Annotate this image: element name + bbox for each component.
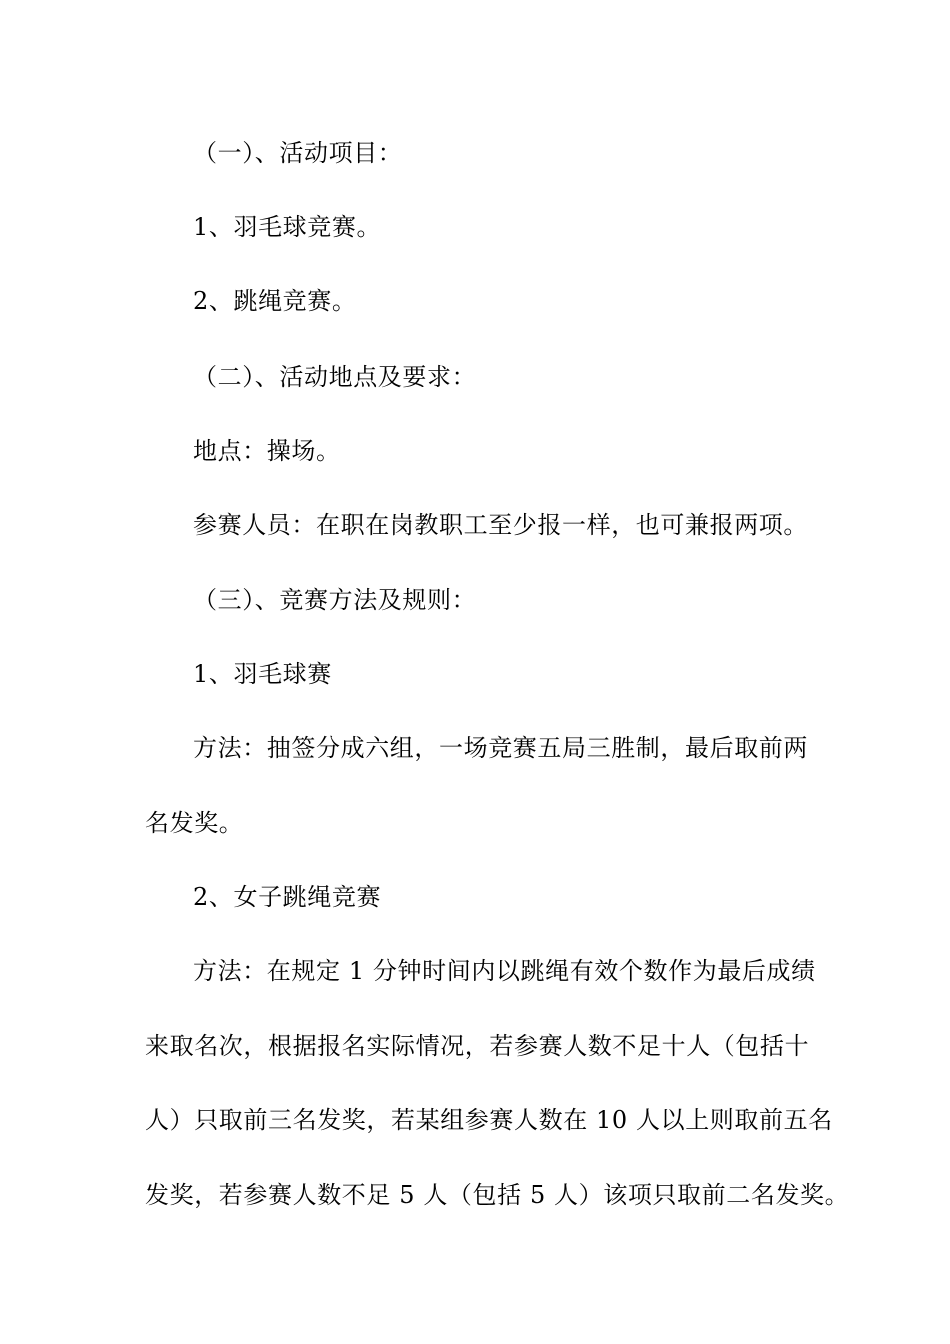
item-badminton: 1、羽毛球竞赛。 <box>193 213 382 241</box>
rope-method-line-4: 发奖，若参赛人数不足 5 人（包括 5 人）该项只取前二名发奖。 <box>145 1181 850 1209</box>
section-heading-rules: （三）、竞赛方法及规则： <box>193 586 477 614</box>
rope-method-line-1: 方法：在规定 1 分钟时间内以跳绳有效个数作为最后成绩 <box>193 957 816 985</box>
badminton-method-line-2: 名发奖。 <box>145 809 244 837</box>
subheading-rope-skipping: 2、女子跳绳竞赛 <box>193 883 382 911</box>
participants-text: 参赛人员：在职在岗教职工至少报一样，也可兼报两项。 <box>193 511 808 539</box>
section-heading-activities: （一）、活动项目： <box>193 139 403 167</box>
item-rope-skipping: 2、跳绳竞赛。 <box>193 287 357 315</box>
badminton-method-line-1: 方法：抽签分成六组，一场竞赛五局三胜制，最后取前两 <box>193 734 808 762</box>
rope-method-line-2: 来取名次，根据报名实际情况，若参赛人数不足十人（包括十 <box>145 1032 810 1060</box>
location-text: 地点：操场。 <box>193 437 341 465</box>
section-heading-location: （二）、活动地点及要求： <box>193 363 477 391</box>
subheading-badminton: 1、羽毛球赛 <box>193 660 332 688</box>
rope-method-line-3: 人）只取前三名发奖，若某组参赛人数在 10 人以上则取前五名 <box>145 1106 833 1134</box>
